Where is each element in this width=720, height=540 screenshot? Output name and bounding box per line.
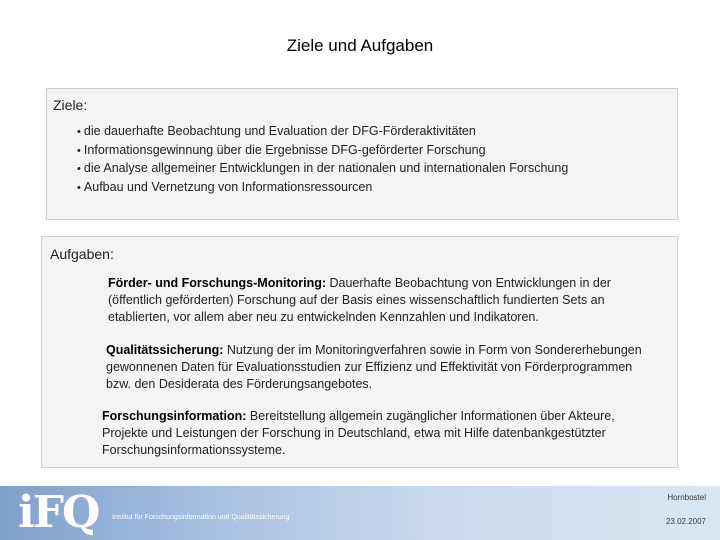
goal-item: • Informationsgewinnung über die Ergebnisse DFG-geförderter Forschung xyxy=(77,142,597,161)
tasks-box xyxy=(41,236,678,468)
footer-bar xyxy=(0,486,720,540)
goals-heading: Ziele: xyxy=(53,97,88,113)
task-term: Qualitätssicherung: xyxy=(106,343,224,357)
task-text: Dauerhafte Beobachtung von Entwicklungen in der (öffentlich geförderten) Forschung auf der Basis eines wissenschaftlich fundierten Sets an etablierten, vor allem aber neu zu entwickelnden Kennzahlen und Indikatoren. xyxy=(108,276,611,324)
task-paragraph-information xyxy=(102,408,647,459)
task-paragraph-monitoring xyxy=(108,275,658,326)
tasks-heading: Aufgaben: xyxy=(50,246,114,262)
institute-name: Institut für Forschungsinformation und Qualitätssicherung xyxy=(112,514,290,521)
slide-date: 23.02.2007 xyxy=(665,517,706,526)
author-name: Hornbostel xyxy=(667,493,706,502)
task-term: Forschungsinformation: xyxy=(102,409,247,423)
task-text: Nutzung der im Monitoringverfahren sowie in Form von Sondererhebungen gewonnenen Daten für Evaluationsstudien zur Effizienz und Effektivität von Förderprogrammen bzw. den Desiderata des Förderungsangebotes. xyxy=(106,343,642,391)
goals-box xyxy=(46,88,678,220)
goals-list xyxy=(77,123,597,197)
goal-item: • die Analyse allgemeiner Entwicklungen in der nationalen und internationalen Forschung xyxy=(77,160,597,179)
task-text: Bereitstellung allgemein zugänglicher Informationen über Akteure, Projekte und Leistungen der Forschung in Deutschland, etwa mit Hilfe datenbankgestützter Forschungsinformationssysteme. xyxy=(102,409,615,457)
goal-item: • Aufbau und Vernetzung von Informationsressourcen xyxy=(77,179,597,198)
task-paragraph-quality xyxy=(106,342,651,393)
task-term: Förder- und Forschungs-Monitoring: xyxy=(108,276,327,290)
goal-item: • die dauerhafte Beobachtung und Evaluation der DFG-Förderaktivitäten xyxy=(77,123,597,142)
ifq-logo: iFQ xyxy=(18,487,99,538)
slide-title: Ziele und Aufgaben xyxy=(286,36,434,55)
